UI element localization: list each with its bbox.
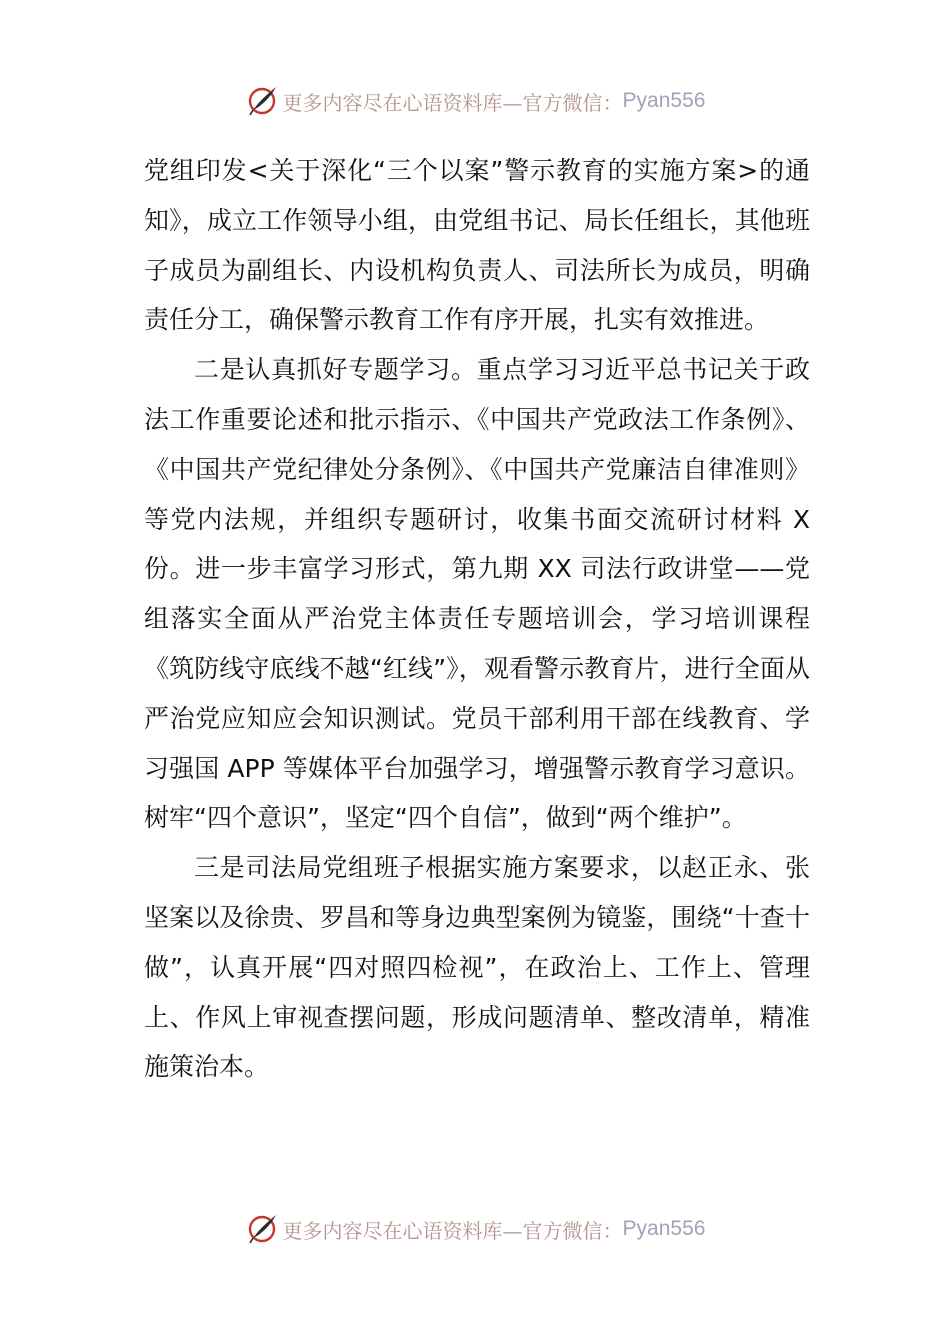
paragraph-1: 党组印发<关于深化“三个以案”警示教育的实施方案>的通知》，成立工作领导小组，由党组书记、局长任组长，其他班子成员为副组长、内设机构负责人、司法所长为成员，明确责任分工，确保警示教育工作有序开展，扎实有效推进。: [144, 156, 810, 335]
banner-text: 更多内容尽在心语资料库—官方微信：: [282, 1218, 623, 1243]
banner-wechat-id: Pyan556: [622, 89, 706, 112]
paragraph-3: 三是司法局党组班子根据实施方案要求，以赵正永、张坚案以及徐贵、罗昌和等身边典型案例为镜鉴，围绕“十查十做”，认真开展“四对照四检视”，在政治上、工作上、管理上、作风上审视查摆问题，形成问题清单、整改清单，精准施策治本。: [144, 853, 810, 1082]
quill-logo-icon: [245, 84, 279, 118]
quill-logo-icon: [245, 1212, 279, 1246]
paragraph-2: 二是认真抓好专题学习。重点学习习近平总书记关于政法工作重要论述和批示指示、《中国共产党政法工作条例》、《中国共产党纪律处分条例》、《中国共产党廉洁自律准则》等党内法规，并组织专题研讨，收集书面交流研讨材料 X 份。进一步丰富学习形式，第九期 XX 司法行政讲堂——党组落实全面从严治党主体责任专题培训会，学习培训课程《筑防线守底线不越“红线”》，观看警示教育片，进行全面从严治党应知应会知识测试。党员干部利用干部在线教育、学习强国 APP 等媒体平台加强学习，增强警示教育学习意识。树牢“四个意识”，坚定“四个自信”，做到“两个维护”。: [144, 355, 810, 833]
banner-wechat-id: Pyan556: [622, 1217, 706, 1240]
header-banner: [0, 84, 950, 118]
footer-banner: [0, 1212, 950, 1246]
banner-text: 更多内容尽在心语资料库—官方微信：: [282, 90, 623, 115]
document-body: [144, 146, 810, 1092]
